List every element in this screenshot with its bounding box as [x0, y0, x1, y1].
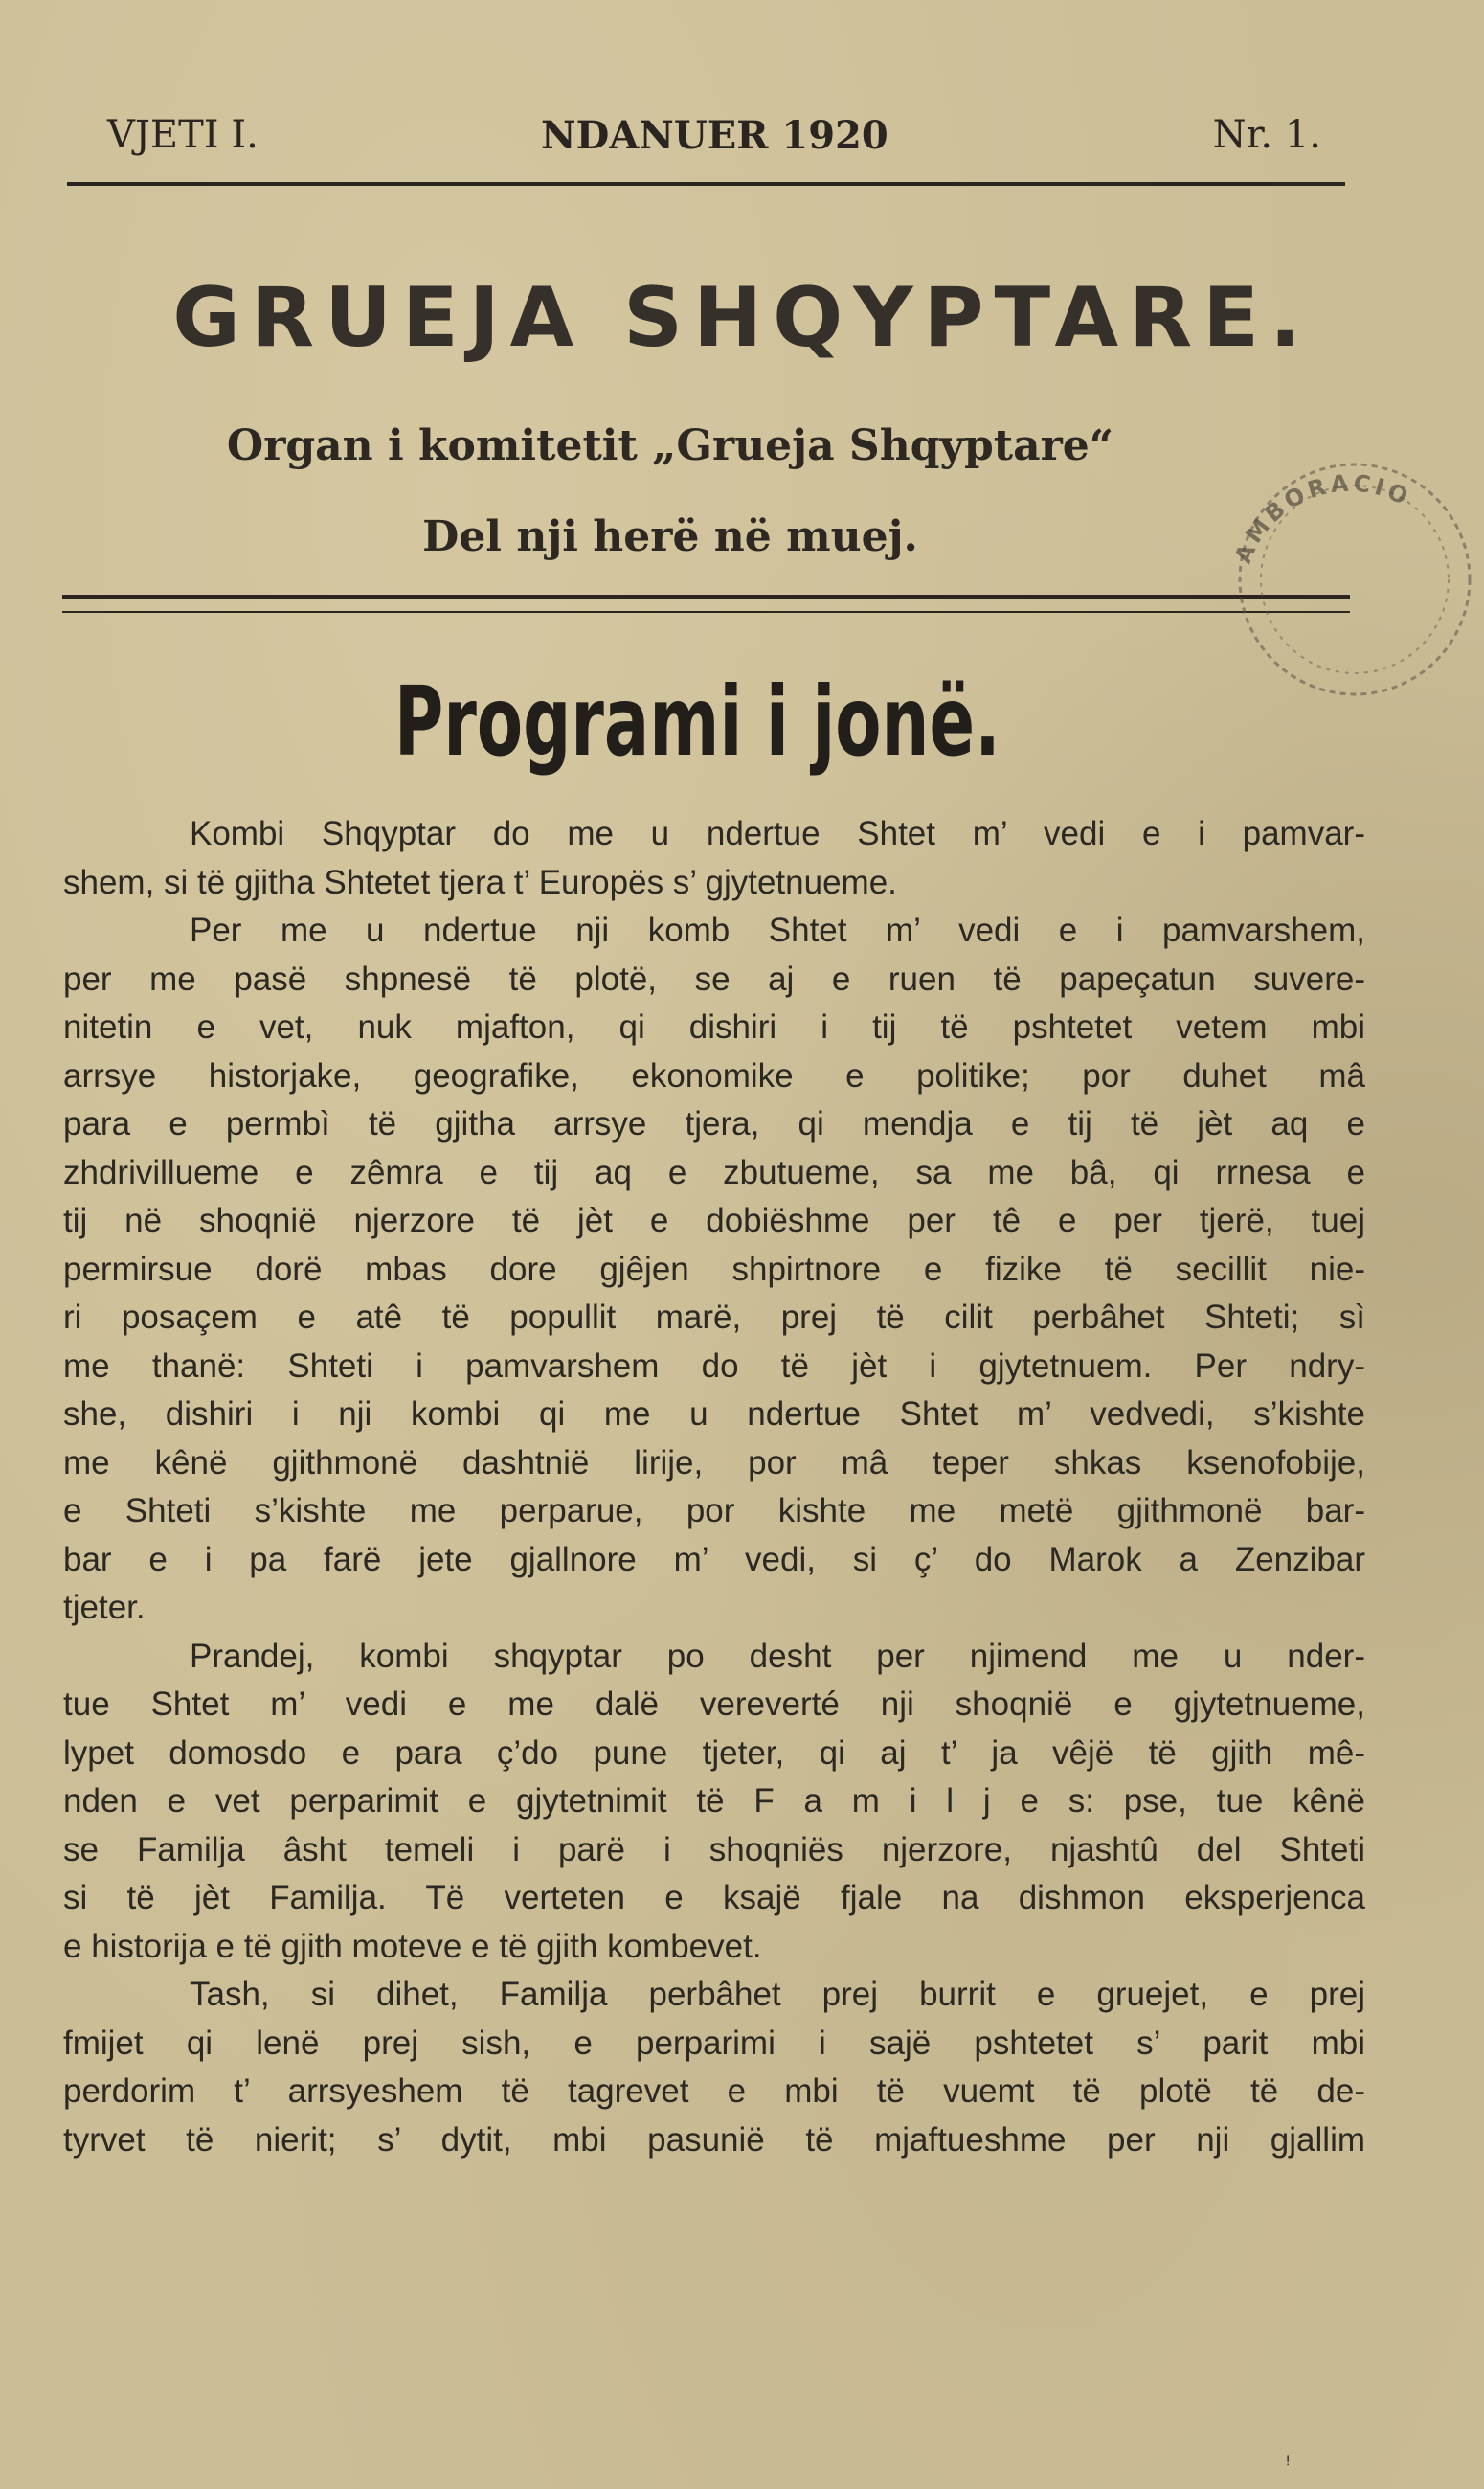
page-mark: ꜝ [1285, 2452, 1292, 2478]
article-line: e Shteti s’kishte me perparue, por kishte me metë gjithmonë bar- [63, 1492, 1365, 1529]
article-line: per me pasë shpnesë të plotë, se aj e ruen të papeçatun suvere- [63, 960, 1365, 998]
article-line: se Familja âsht temeli i parë i shoqniës njerzore, njashtû del Shteti [63, 1830, 1365, 1868]
article-line: Kombi Shqyptar do me u ndertue Shtet m’ vedi e i pamvar- [190, 815, 1365, 852]
article-line: permirsue dorë mbas dore gjêjen shpirtnore e fizike të secillit nie- [63, 1250, 1365, 1288]
article-line: ri posaçem e atê të popullit marë, prej të cilit perbâhet Shteti; sì [63, 1299, 1365, 1336]
article-line: me kênë gjithmonë dashtnië lirije, por mâ teper shkas ksenofobije, [63, 1443, 1365, 1482]
article-line: she, dishiri i nji kombi qi me u ndertue Shtet m’ vedvedi, s’kishte [63, 1395, 1365, 1433]
svg-text:AMBORACIO [1229, 469, 1415, 567]
article-line: arrsye historjake, geografike, ekonomike e politike; por duhet mâ [63, 1056, 1365, 1095]
issue-number: Nr. 1. [1212, 113, 1321, 157]
article-line: Prandej, kombi shqyptar po desht per njimend me u nder- [190, 1637, 1365, 1675]
article-line: tij në shoqnië njerzore të jèt e dobiëshme per tê e per tjerë, tuej [63, 1202, 1365, 1239]
article-headline: Programi i jonë. [393, 666, 1001, 778]
article-line: me thanë: Shteti i pamvarshem do të jèt i gjytetnuem. Per ndry- [63, 1346, 1365, 1385]
article-line: nden e vet perparimit e gjytetnimit të F a m i l j e s: pse, tue kênë [63, 1782, 1365, 1820]
issue-info-row [67, 113, 1345, 185]
newspaper-title: GRUEJA SHQYPTARE. [172, 270, 1312, 366]
stamp-text: AMBORACIO [1229, 469, 1416, 568]
article-line: zhdrivillueme e zêmra e tij aq e zbutueme, sa me bâ, qi rrnesa e [63, 1153, 1365, 1191]
article-line: bar e i pa farë jete gjallnore m’ vedi, si ç’ do Marok a Zenzibar [63, 1540, 1365, 1578]
article-line: Tash, si dihet, Familja perbâhet prej burrit e gruejet, e prej [190, 1976, 1365, 2013]
article-line: perdorim t’ arrsyeshem të tagrevet e mbi të vuemt të plotë të de- [63, 2072, 1365, 2110]
publication-frequency: Del nji herë në muej. [422, 512, 918, 561]
issue-date: NDANUER 1920 [541, 113, 888, 158]
newspaper-subtitle: Organ i komitetit „Grueja Shqyptare“ [226, 421, 1114, 470]
article-line: tue Shtet m’ vedi e me dalë vereverté nji shoqnië e gjytetnueme, [63, 1686, 1365, 1723]
article-line: tjeter. [63, 1589, 146, 1626]
article-line: tyrvet të nierit; s’ dytit, mbi pasunië të mjaftueshme per nji gjallim [63, 2120, 1365, 2159]
library-stamp [1211, 421, 1479, 728]
article-line: nitetin e vet, nuk mjafton, qi dishiri i tij të pshtetet vetem mbi [63, 1008, 1365, 1046]
volume-year: VJETI I. [107, 113, 259, 157]
article-line: fmijet qi lenë prej sish, e perparimi i sajë pshtetet s’ parit mbi [63, 2024, 1365, 2062]
masthead-rule-thick [62, 595, 1350, 599]
masthead-rule-thin [62, 611, 1350, 613]
article-line: lypet domosdo e para ç’do pune tjeter, qi aj t’ ja vêjë të gjith mê- [63, 1733, 1365, 1772]
article-line: para e permbì të gjitha arrsye tjera, qi mendja e tij të jèt aq e [63, 1105, 1365, 1143]
article-line: e historija e të gjith moteve e të gjith kombevet. [63, 1927, 762, 1965]
article-line: si të jèt Familja. Të verteten e ksajë fjale na dishmon eksperjenca [63, 1879, 1365, 1916]
header-rule [67, 182, 1345, 186]
article-line: Per me u ndertue nji komb Shtet m’ vedi e i pamvarshem, [190, 912, 1365, 949]
article-line: shem, si të gjitha Shtetet tjera t’ Europës s’ gjytetnueme. [63, 863, 897, 901]
article-body [63, 810, 1365, 2164]
